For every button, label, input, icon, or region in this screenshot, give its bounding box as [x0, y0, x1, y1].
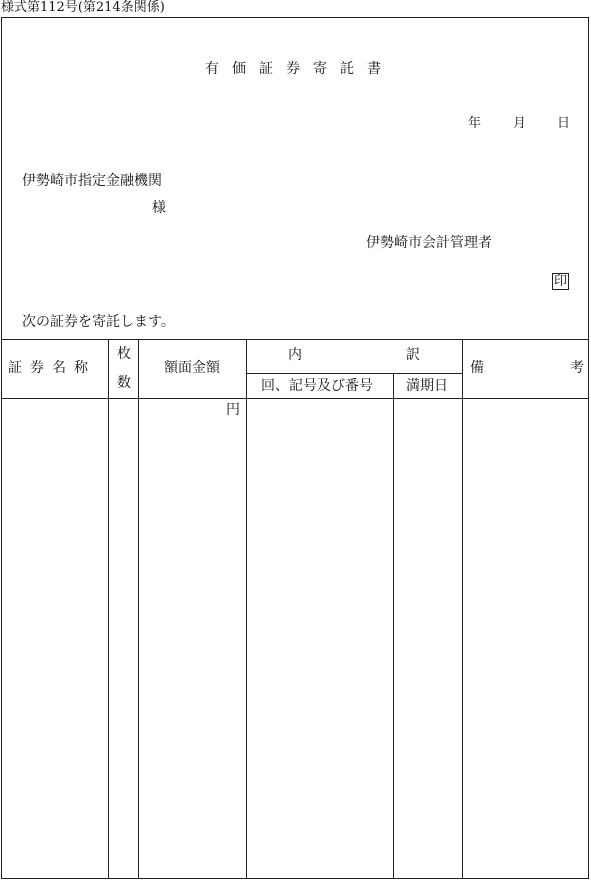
column-divider-1	[108, 339, 109, 879]
subheader-divider	[246, 373, 462, 374]
seal-stamp-box: 印	[553, 274, 567, 289]
currency-unit-label: 円	[226, 402, 240, 418]
document-title: 有価証券寄託書	[205, 61, 394, 77]
header-face-value: 額面金額	[164, 360, 220, 376]
header-count-bottom: 数	[117, 375, 131, 391]
column-divider-2	[138, 339, 139, 879]
header-remarks-right: 考	[570, 360, 584, 376]
header-remarks-left: 備	[470, 360, 484, 376]
date-month-label: 月	[513, 116, 527, 131]
header-count-top: 枚	[117, 346, 131, 362]
header-serial-number: 回、記号及び番号	[261, 378, 373, 394]
sender-name: 伊勢崎市会計管理者	[366, 235, 492, 251]
header-maturity-date: 満期日	[406, 378, 448, 394]
date-day-label: 日	[557, 116, 571, 131]
form-frame	[1, 17, 589, 879]
column-divider-5	[462, 339, 463, 879]
column-divider-4	[393, 373, 394, 879]
date-year-label: 年	[468, 116, 482, 131]
header-bottom-border	[1, 398, 589, 399]
header-breakdown-left: 内	[288, 347, 302, 363]
addressee-honorific: 様	[152, 200, 166, 216]
header-breakdown-right: 訳	[406, 347, 420, 363]
column-divider-3	[246, 339, 247, 879]
header-security-name: 証券名称	[8, 360, 96, 376]
addressee: 伊勢崎市指定金融機関	[22, 173, 162, 189]
deposit-statement: 次の証券を寄託します。	[22, 314, 175, 330]
form-number-label: 様式第112号(第214条関係)	[1, 0, 165, 15]
table-top-border	[1, 339, 589, 340]
